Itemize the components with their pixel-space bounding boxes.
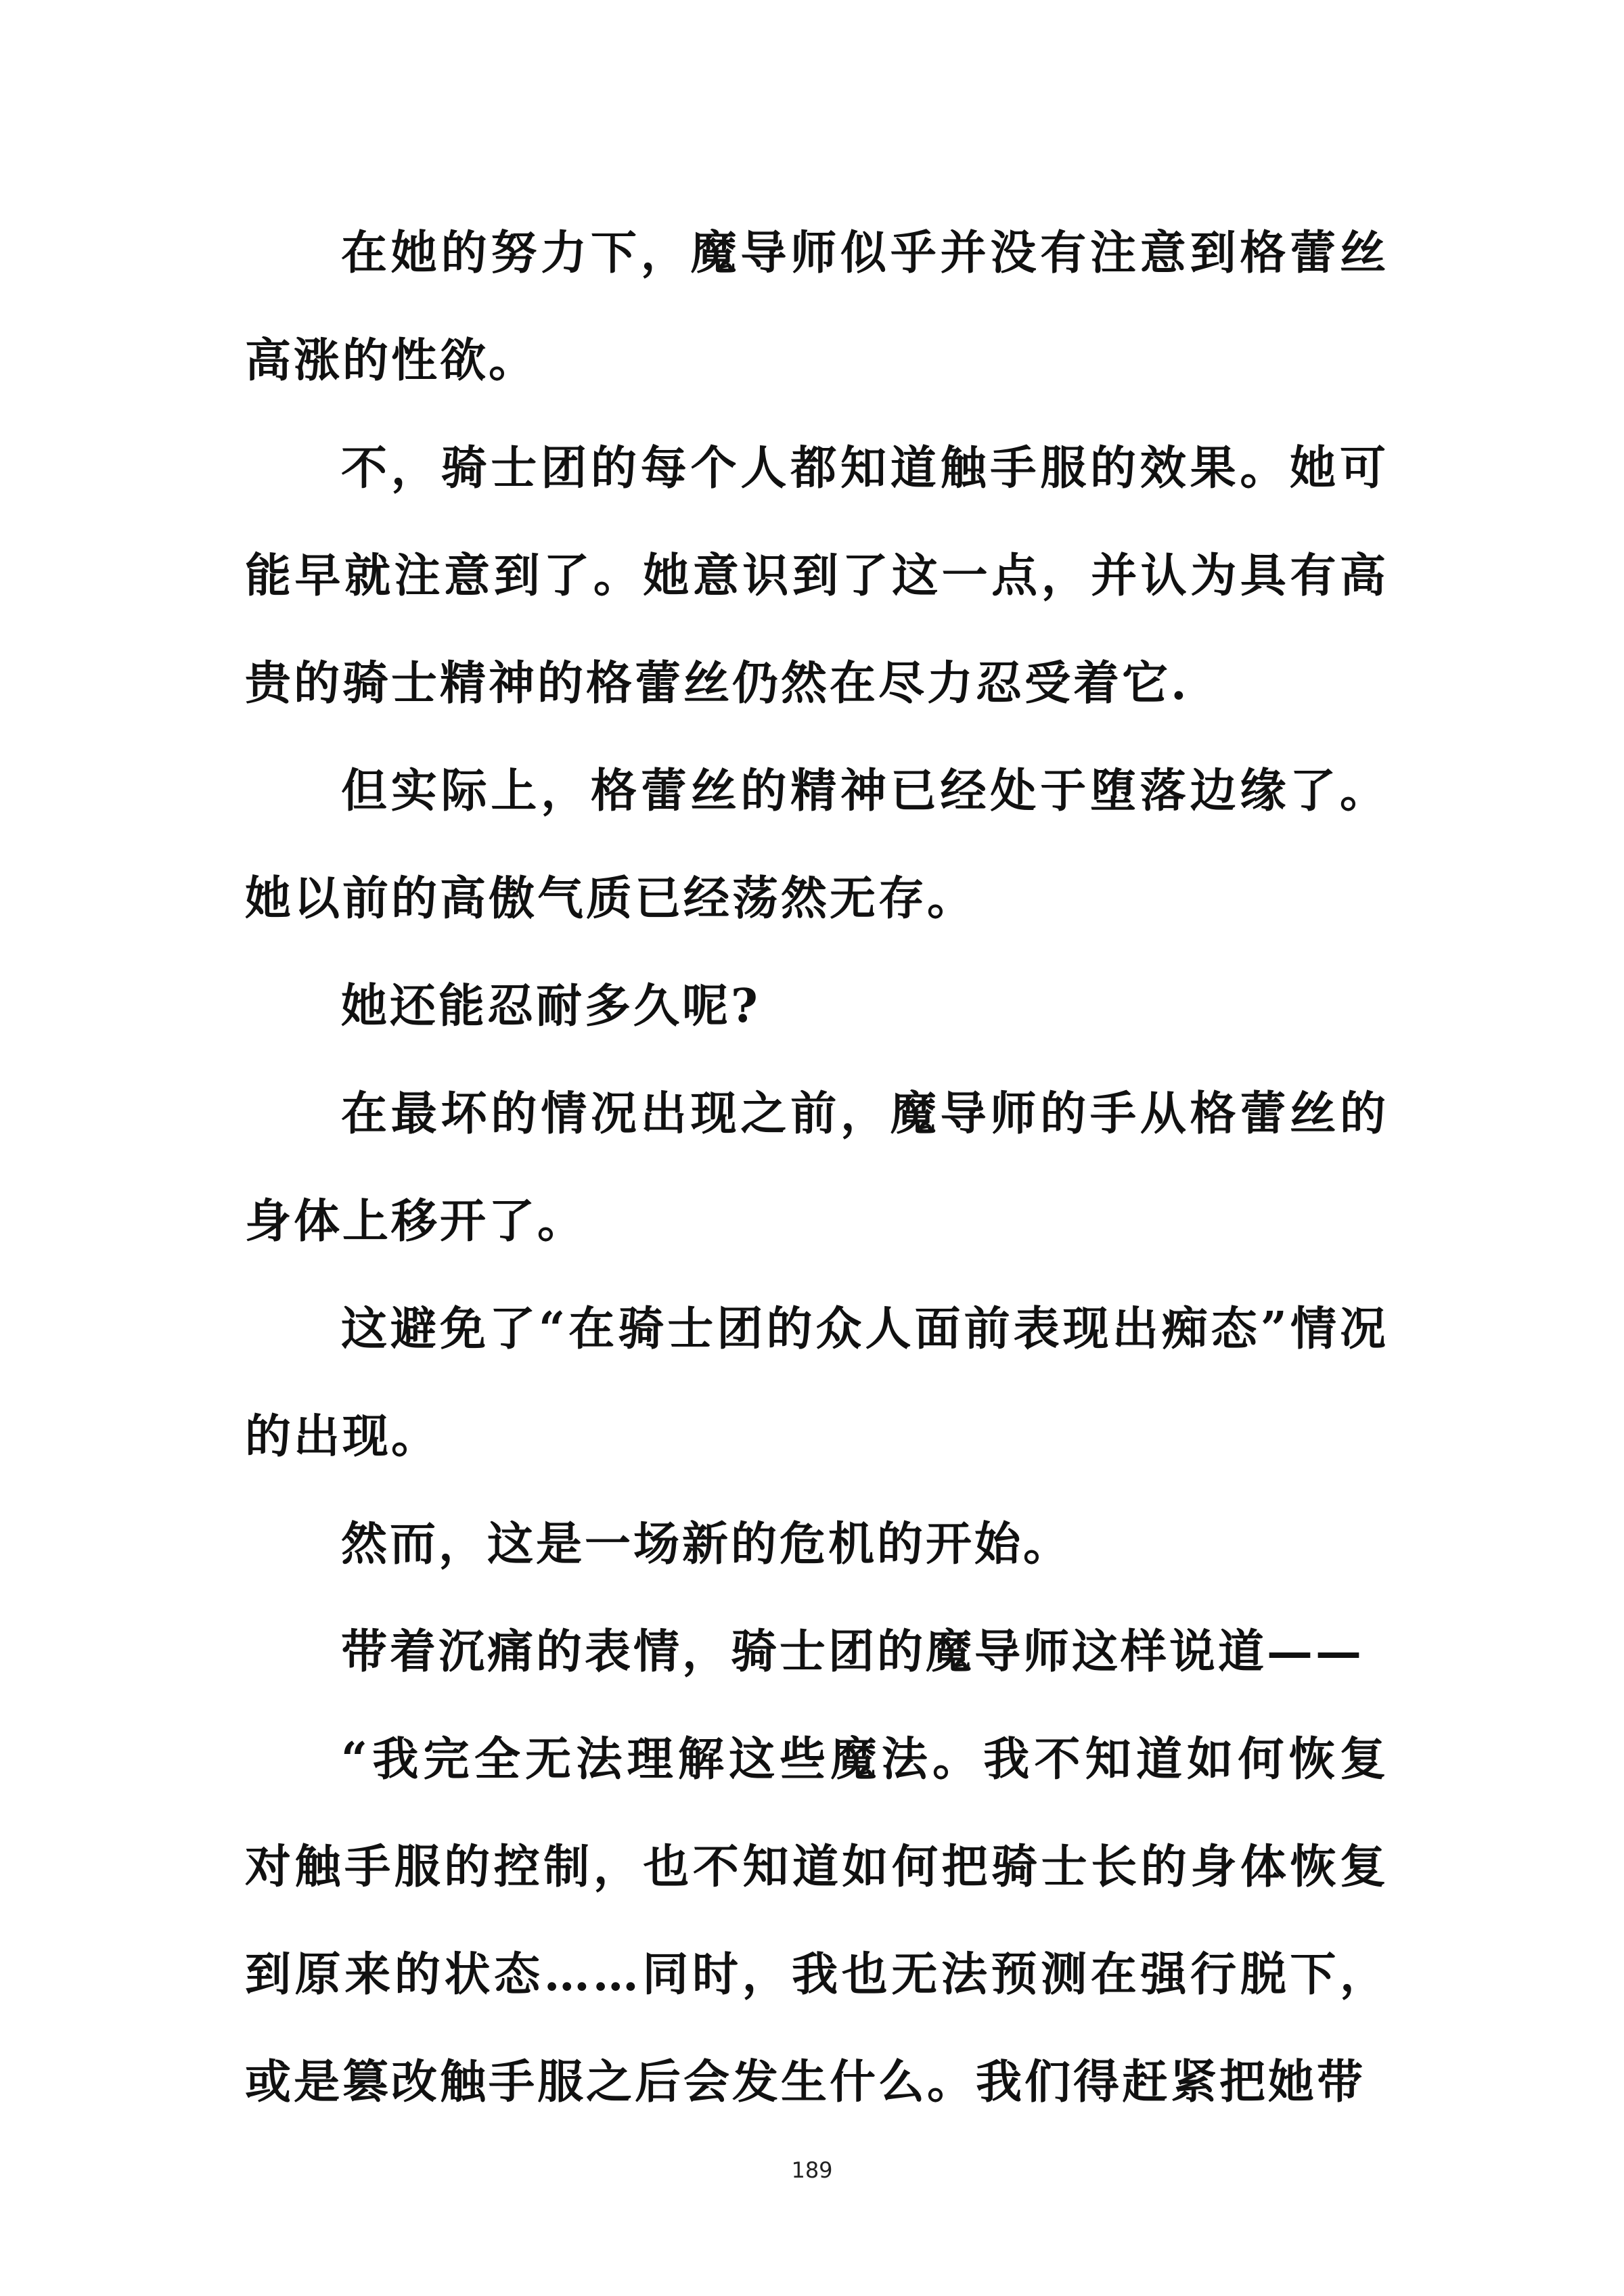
paragraph: 但实际上，格蕾丝的精神已经处于堕落边缘了。她以前的高傲气质已经荡然无存。 — [245, 764, 1389, 926]
paragraph: 这避免了“在骑士团的众人面前表现出痴态”情况的出现。 — [245, 1302, 1389, 1464]
paragraph: 不，骑士团的每个人都知道触手服的效果。她可能早就注意到了。她意识到了这一点，并认为具有高贵的骑士精神的格蕾丝仍然在尽力忍受着它. — [245, 441, 1389, 711]
paragraph: 在最坏的情况出现之前，魔导师的手从格蕾丝的身体上移开了。 — [245, 1087, 1389, 1248]
paragraph: “我完全无法理解这些魔法。我不知道如何恢复对触手服的控制，也不知道如何把骑士长的身体恢复到原来的状态……同时，我也无法预测在强行脱下，或是篡改触手服之后会发生什么。我们得赶紧把她带 — [245, 1732, 1389, 2109]
paragraph: 然而，这是一场新的危机的开始。 — [341, 1517, 1073, 1571]
body-text — [245, 200, 1389, 2136]
paragraph: 她还能忍耐多久呢? — [341, 979, 761, 1033]
paragraph: 在她的努力下，魔导师似乎并没有注意到格蕾丝高涨的性欲。 — [245, 226, 1389, 388]
page-number: 189 — [791, 2157, 833, 2183]
paragraph: 带着沉痛的表情，骑士团的魔导师这样说道—— — [341, 1625, 1365, 1679]
